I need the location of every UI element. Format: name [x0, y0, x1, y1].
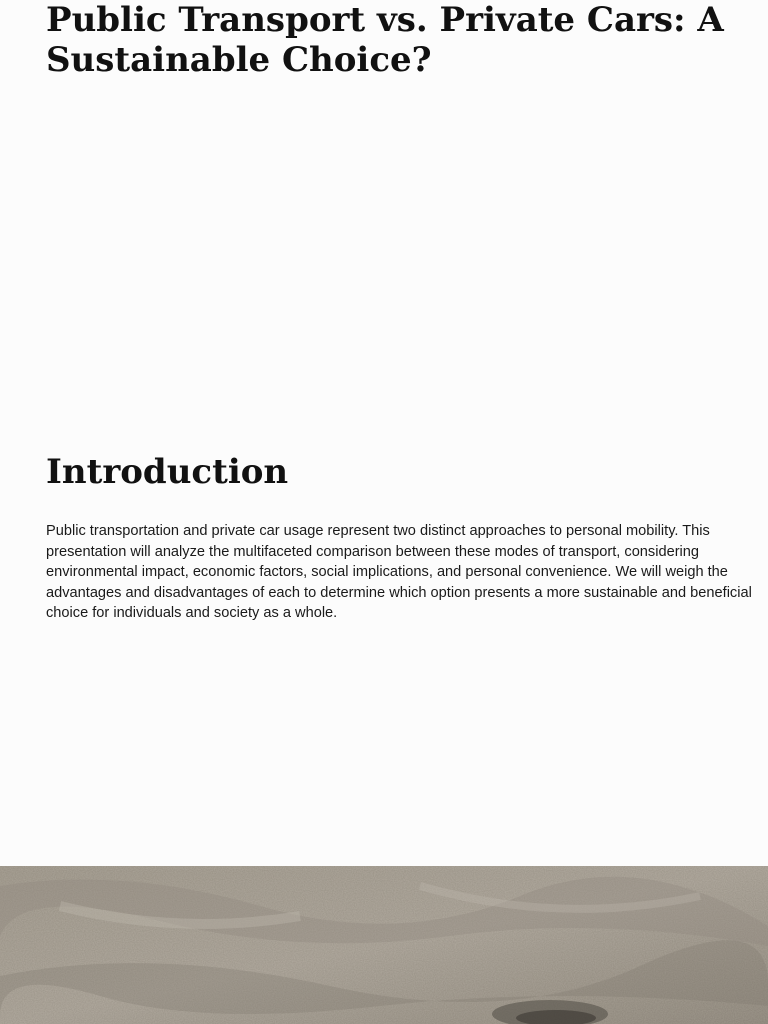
slide-title: Public Transport vs. Private Cars: A Sustainable Choice? [46, 0, 724, 80]
sand-texture-image [0, 866, 768, 1024]
introduction-heading: Introduction [46, 452, 289, 492]
introduction-body: Public transportation and private car usage represent two distinct approaches to personal mobility. This presentation will analyze the multifaceted comparison between these modes of transport, considering environmental impact, economic factors, social implications, and personal convenience. We will weigh the advantages and disadvantages of each to determine which option presents a more sustainable and beneficial choice for individuals and society as a whole. [46, 523, 752, 622]
